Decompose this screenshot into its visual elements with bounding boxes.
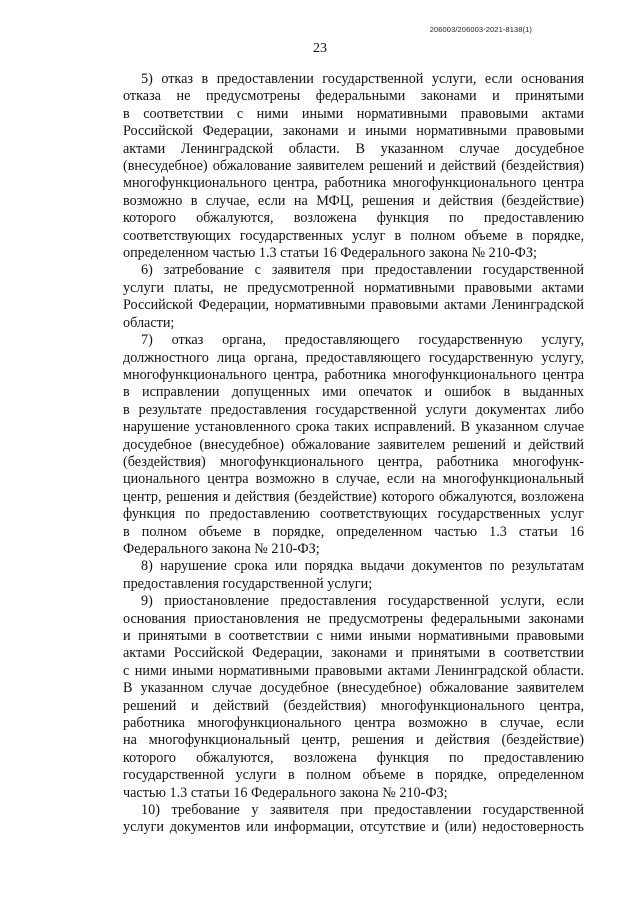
text-line: центр, решения и действия (бездействие) которого обжалуются, возложена (123, 488, 584, 505)
text-line: ционального центра возможно в случае, если на многофункциональный (123, 471, 584, 488)
text-line: (бездействия) многофункционального центра, работника многофунк- (123, 453, 584, 470)
text-line: в полном объеме в порядке, определенном частью 1.3 статьи 16 (123, 523, 584, 540)
paragraph-item-4 (123, 558, 584, 593)
text-line: должностного лица органа, предоставляющего государственную услугу, (123, 349, 584, 366)
text-line: 7) отказ органа, предоставляющего государственную услугу, (141, 332, 584, 349)
text-line: решений и действий (бездействия) многофункционального центра, (123, 697, 584, 714)
text-line: Федерального закона № 210-ФЗ; (123, 540, 320, 557)
text-line: Российской Федерации, законами и иными нормативными правовыми (123, 123, 584, 140)
text-line: актами Российской Федерации, законами и принятыми в соответствии (123, 645, 584, 662)
text-line: многофункционального центра, работника многофункционального центра (123, 175, 584, 192)
page-number: 23 (313, 41, 327, 56)
text-line: которого обжалуются, возложена функция по предоставлению (123, 749, 584, 766)
text-line: нарушение установленного срока таких исправлений. В указанном случае (123, 419, 584, 436)
text-line: и принятыми в соответствии с ними иными нормативными правовыми (123, 628, 584, 644)
text-line: отказа не предусмотрены федеральными законами и принятыми (123, 88, 584, 105)
text-line: которого обжалуются, возложена функция по предоставлению (123, 210, 584, 227)
text-line: функция по предоставлению соответствующих государственных услуг (123, 506, 584, 523)
text-line: предоставления государственной услуги; (123, 575, 373, 592)
paragraph-item-5 (123, 593, 584, 802)
text-line: 10) требование у заявителя при предоставлении государственной (141, 802, 584, 819)
text-line: 9) приостановление предоставления государственной услуги, если (141, 593, 584, 610)
text-line: досудебное (внесудебное) обжалование заявителем решений и действий (123, 436, 584, 453)
text-line: в исправлении допущенных ими опечаток и ошибок в выданных (123, 384, 584, 401)
text-line: в соответствии с ними иными нормативными правовыми актами (123, 105, 584, 122)
text-line: области; (123, 314, 175, 331)
text-line: возможно в случае, если на МФЦ, решения и действия (бездействие) (123, 192, 584, 209)
text-line: работника многофункционального центра возможно в случае, если (123, 715, 584, 732)
text-line: (внесудебное) обжалование заявителем решений и действий (бездействия) (123, 158, 584, 175)
text-line: соответствующих государственных услуг в полном объеме в порядке, (123, 227, 584, 244)
text-line: многофункционального центра, работника многофункционального центра (123, 366, 584, 383)
text-line: 6) затребование с заявителя при предоставлении государственной (141, 262, 584, 279)
text-line: актами Ленинградской области. В указанном случае досудебное (123, 140, 584, 157)
document-id: 206003/206003-2021-8138(1) (429, 25, 532, 34)
text-line: В указанном случае досудебное (внесудебное) обжалование заявителем (123, 680, 584, 697)
text-line: 8) нарушение срока или порядка выдачи документов по результатам (141, 558, 584, 575)
text-line: в результате предоставления государственной услуги документах либо (123, 401, 584, 418)
text-line: частью 1.3 статьи 16 Федерального закона № 210-ФЗ; (123, 784, 448, 801)
text-line: основания приостановления не предусмотрены федеральными законами (123, 610, 584, 627)
text-line: услуги документов или информации, отсутствие и (или) недостоверность (123, 819, 584, 836)
document-body (123, 71, 584, 837)
text-line: с ними иными нормативными правовыми актами Ленинградской области. (123, 662, 584, 679)
paragraph-item-3 (123, 332, 584, 558)
text-line: государственной услуги в полном объеме в порядке, определенном (123, 767, 584, 784)
text-line: 5) отказ в предоставлении государственной услуги, если основания (141, 71, 584, 87)
text-line: услуги платы, не предусмотренной нормативными правовыми актами (123, 279, 584, 296)
text-line: определенном частью 1.3 статьи 16 Федерального закона № 210-ФЗ; (123, 245, 537, 262)
paragraph-item-6 (123, 802, 584, 837)
text-line: Российской Федерации, нормативными правовыми актами Ленинградской (123, 297, 584, 314)
paragraph-item-2 (123, 262, 584, 332)
text-line: на многофункциональный центр, решения и действия (бездействие) (123, 732, 584, 749)
paragraph-item-1 (123, 71, 584, 262)
